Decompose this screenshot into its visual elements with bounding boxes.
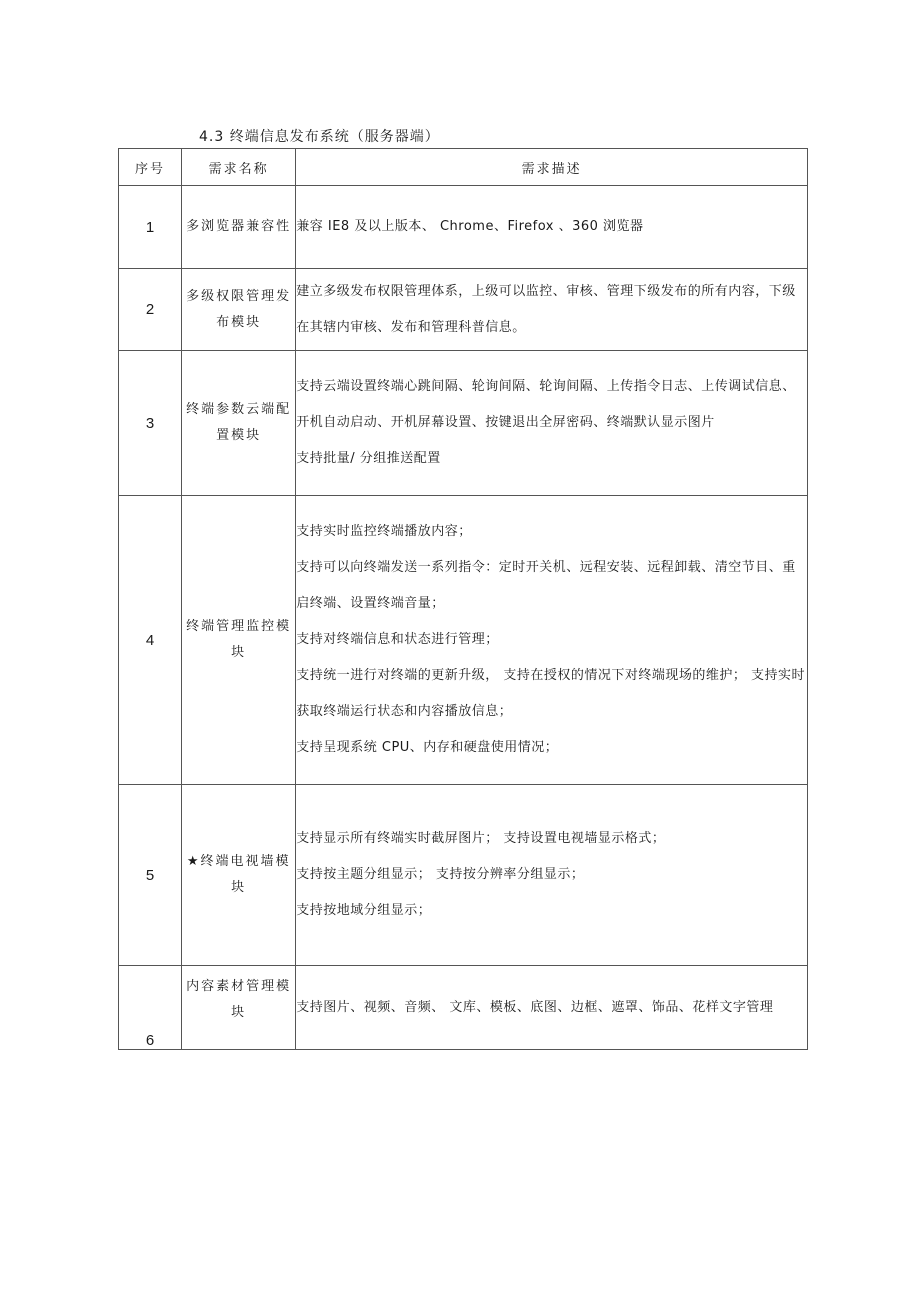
requirement-desc bbox=[296, 269, 808, 351]
requirement-name: ★终端电视墙模块 bbox=[182, 785, 296, 966]
desc-line: 支持按地域分组显示； bbox=[296, 903, 432, 918]
table-header-row bbox=[119, 149, 808, 186]
requirement-desc bbox=[296, 966, 808, 1050]
header-desc: 需求描述 bbox=[296, 149, 808, 186]
row-number: 5 bbox=[119, 785, 182, 966]
requirement-name: 多浏览器兼容性 bbox=[182, 186, 296, 269]
requirement-desc bbox=[296, 186, 808, 269]
desc-line: 兼容 IE8 及以上版本、 Chrome、Firefox 、360 浏览器 bbox=[296, 219, 644, 234]
table-row bbox=[119, 269, 808, 351]
table-row bbox=[119, 785, 808, 966]
table-row bbox=[119, 496, 808, 785]
requirements-table bbox=[118, 148, 808, 1050]
row-number: 6 bbox=[119, 966, 182, 1050]
header-name: 需求名称 bbox=[182, 149, 296, 186]
row-number: 4 bbox=[119, 496, 182, 785]
table-row bbox=[119, 966, 808, 1050]
requirement-name: 内容素材管理模块 bbox=[182, 966, 296, 1050]
desc-line: 支持实时监控终端播放内容； bbox=[296, 524, 472, 539]
desc-line: 支持统一进行对终端的更新升级， 支持在授权的情况下对终端现场的维护； 支持实时获取终端运行状态和内容播放信息； bbox=[296, 668, 805, 719]
desc-line: 建立多级发布权限管理体系，上级可以监控、审核、管理下级发布的所有内容，下级在其辖内审核、发布和管理科普信息。 bbox=[296, 283, 796, 335]
requirement-name: 终端管理监控模块 bbox=[182, 496, 296, 785]
desc-line: 支持呈现系统 CPU、内存和硬盘使用情况； bbox=[296, 740, 559, 755]
desc-line: 支持显示所有终端实时截屏图片； 支持设置电视墙显示格式； bbox=[296, 831, 666, 846]
requirement-name: 多级权限管理发布模块 bbox=[182, 269, 296, 351]
desc-line: 支持图片、视频、音频、 文库、模板、底图、边框、遮罩、饰品、花样文字管理 bbox=[296, 999, 774, 1015]
section-title: 4.3 终端信息发布系统（服务器端） bbox=[199, 129, 440, 145]
desc-line: 支持云端设置终端心跳间隔、轮询间隔、轮询间隔、上传指令日志、上传调试信息、开机自动启动、开机屏幕设置、按键退出全屏密码、终端默认显示图片 bbox=[296, 379, 796, 430]
row-number: 2 bbox=[119, 269, 182, 351]
requirement-desc bbox=[296, 785, 808, 966]
desc-line: 支持可以向终端发送一系列指令：定时开关机、远程安装、远程卸载、清空节目、重启终端、设置终端音量； bbox=[296, 560, 796, 611]
desc-line: 支持批量/ 分组推送配置 bbox=[296, 451, 441, 466]
row-number: 1 bbox=[119, 186, 182, 269]
table-row bbox=[119, 351, 808, 496]
desc-line: 支持按主题分组显示； 支持按分辨率分组显示； bbox=[296, 867, 585, 882]
requirement-name: 终端参数云端配置模块 bbox=[182, 351, 296, 496]
header-no: 序号 bbox=[119, 149, 182, 186]
desc-line: 支持对终端信息和状态进行管理； bbox=[296, 632, 499, 647]
requirement-desc bbox=[296, 496, 808, 785]
table-row bbox=[119, 186, 808, 269]
row-number: 3 bbox=[119, 351, 182, 496]
requirement-desc bbox=[296, 351, 808, 496]
